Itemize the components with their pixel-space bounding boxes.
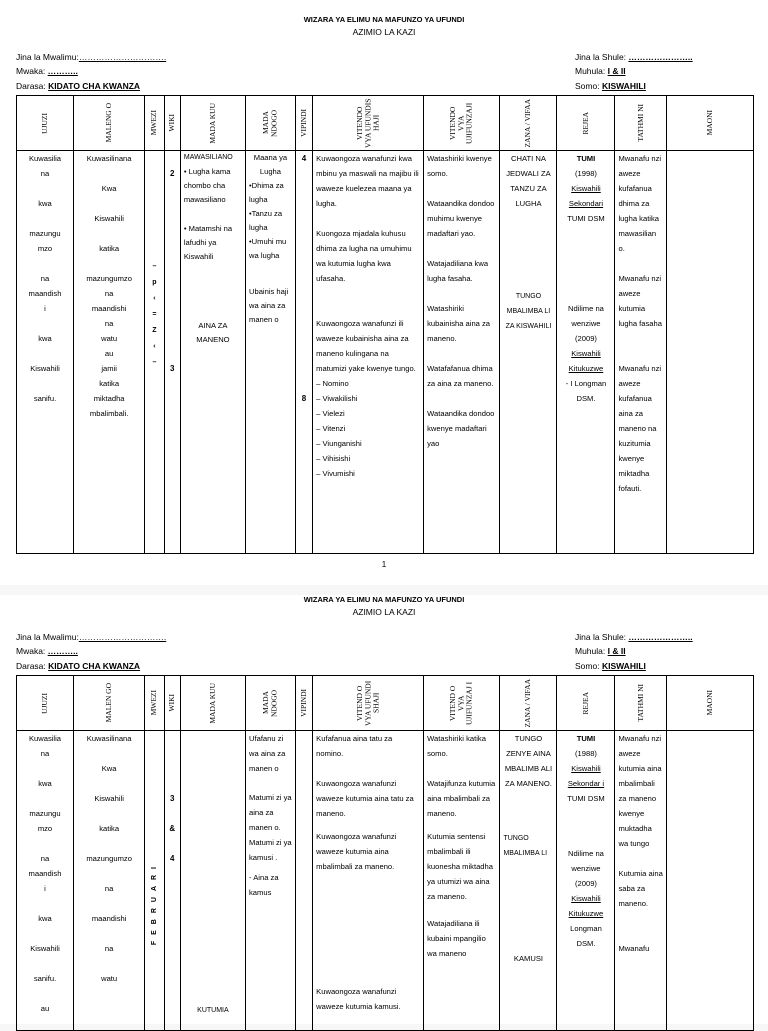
subject-row: Somo: KISWAHILI (575, 661, 646, 671)
page-number: 1 (381, 560, 387, 569)
cell-wiki: 3 & 4 (164, 731, 180, 1031)
school-label: Jina la Shule: (575, 52, 627, 62)
col-mada-ndogo: MADA NDOGO (246, 96, 296, 151)
cell-tathmini: Mwanafu nzi aweze kutumia aina mbalimbali za maneno kwenye muktadha wa tungo Kutumia aina saba za maneno. Mwanafu (615, 731, 667, 1031)
col-mwezi: MWEZI (145, 96, 164, 151)
col-ufundishaji: VITEND O VYA UFUNDI SHAJI (313, 676, 424, 731)
school-value: ………………….. (628, 52, 693, 62)
cell-malengo: Kuwasilinana Kwa Kiswahili katika mazungumzo na maandishi na watu (74, 731, 145, 1031)
col-zana: ZANA / VIFAA (500, 96, 557, 151)
term-row: Muhula: I & II (575, 646, 626, 656)
col-rejea: REJEA (557, 96, 615, 151)
teacher-value: …………………………. (78, 52, 167, 62)
cell-zana: TUNGO ZENYE AINA MBALIMB ALI ZA MANENO. TUNGO MBALIMBA LI KAMUSI (500, 731, 557, 1031)
page-two (0, 585, 768, 1024)
term-row (575, 66, 626, 76)
cell-rejea: TUMI (1988) Kiswahili Sekondar i TUMI DSM Ndilime na wenziwe (2009) Kiswahili Kitukuzwe Longman DSM. (557, 731, 615, 1031)
col-wiki: WIKI (164, 96, 180, 151)
cell-mada-kuu: KUTUMIA (180, 731, 245, 1031)
cell-mada-kuu: MAWASILIANO • Lugha kama chombo cha mawasiliano • Matamshi na lafudhi ya Kiswahili AINA ZA MANENO (180, 151, 245, 554)
year-value: ……….. (47, 66, 78, 76)
cell-maoni (667, 151, 754, 554)
col-ujuzi: UJUZI (17, 96, 74, 151)
cell-ujuzi: Kuwasilia na kwa mazungu mzo na maandish i kwa Kiswahili sanifu. (17, 151, 74, 554)
header-row (17, 676, 754, 731)
year-row: Mwaka: ……….. (16, 646, 78, 656)
cell-ufundishaji: Kuwaongoza wanafunzi kwa mbinu ya maswali na majibu ili waweze kuelezea maana ya lugha. Kuongoza mjadala kuhusu dhima za lugha na umuhimu wa kutumia lugha kwa ufasaha. Kuwaongoza wanafunzi ili waweze kubainisha aina za maneno kulingana na matumizi yake kwenye tungo. – Nomino – Viwakilishi – Vielezi – Vitenzi – Viunganishi – Vihisishi – Vivumishi (313, 151, 424, 554)
col-ujifunzaji: VITEND O VYA UJIFUNZAJ I (424, 676, 500, 731)
cell-ujifunzaji: Watashiriki katika somo. Watajifunza kutumia aina mbalimbali za maneno. Kutumia sentensi mbalimbali ili kuonesha miktadha ya utumizi wa aina za maneno. Watajadiliana ili kubaini mpangilio wa maneno (424, 731, 500, 1031)
school-row (575, 52, 693, 62)
subject-label: Somo: (575, 81, 600, 91)
term-value: I & II (607, 66, 626, 76)
subject-row (575, 81, 646, 91)
scheme-table-page1 (16, 95, 754, 554)
subject-value: KISWAHILI (601, 81, 646, 91)
header-row (17, 96, 754, 151)
col-vipindi: VIPINDI (295, 96, 312, 151)
cell-ujifunzaji: Watashiriki kwenye somo. Wataandika dondoo muhimu kwenye madaftari yao. Watajadiliana kwa lugha fasaha. Watashiriki kubainisha aina za maneno. Watafafanua dhima za aina za maneno. Wataandika dondoo kwenye madaftari yao (424, 151, 500, 554)
col-ufundishaji: VITENDO VYA UFUNDIS HAJI (313, 96, 424, 151)
cell-ujuzi: Kuwasilia na kwa mazungu mzo na maandish i kwa Kiswahili sanifu. au (17, 731, 74, 1031)
cell-rejea: TUMI (1998) Kiswahili Sekondari TUMI DSM Ndilime na wenziwe (2009) Kiswahili Kitukuzwe - I Longman DSM. (557, 151, 615, 554)
cell-mwezi: – p ‹ = Z ‹ – (145, 151, 164, 554)
cell-mada-ndogo: Ufafanu zi wa aina za manen o Matumi zi ya aina za manen o. Matumi zi ya kamusi . - Aina za kamus (246, 731, 296, 1031)
cell-ufundishaji: Kufafanua aina tatu za nomino. Kuwaongoza wanafunzi waweze kutumia aina tatu za maneno. Kuwaongoza wanafunzi waweze kutumia aina mbalimbali za maneno. Kuwaongoza wanafunzi waweze kutumia kamusi. (313, 731, 424, 1031)
col-mada-kuu: MADA KUU (180, 96, 245, 151)
cell-tathmini: Mwanafu nzi aweze kufafanua dhima za lugha katika mawasilian o. Mwanafu nzi aweze kutumia lugha fasaha Mwanafu nzi aweze kufafanua aina za maneno na kuzitumia kwenye miktadha fofauti. (615, 151, 667, 554)
cell-vipindi: 4 8 (295, 151, 312, 554)
cell-wiki: 2 3 (164, 151, 180, 554)
table-row (17, 151, 754, 554)
document-title: AZIMIO LA KAZI (352, 27, 416, 37)
year-row (16, 66, 78, 76)
col-tathmini: TATHMI NI (615, 96, 667, 151)
term-label: Muhula: (575, 66, 606, 76)
col-rejea: REJEA (557, 676, 615, 731)
scheme-table-page2 (16, 675, 754, 1031)
teacher-name-row (16, 52, 166, 62)
col-mwezi: MWEZI (145, 676, 164, 731)
col-wiki: WIKI (164, 676, 180, 731)
cell-vipindi (295, 731, 312, 1031)
class-label: Darasa: (16, 81, 46, 91)
school-row: Jina la Shule: ………………….. (575, 632, 693, 642)
cell-maoni (667, 731, 754, 1031)
class-value: KIDATO CHA KWANZA (48, 81, 141, 91)
col-maoni: MAONI (667, 676, 754, 731)
col-ujifunzaji: VITENDO VYA UJIFUNZAJI (424, 96, 500, 151)
col-tathmini: TATHMI NI (615, 676, 667, 731)
cell-malengo: Kuwasilinana Kwa Kiswahili katika mazungumzo na maandishi na watu au jamii katika miktadha mbalimbali. (74, 151, 145, 554)
class-row: Darasa: KIDATO CHA KWANZA (16, 661, 141, 671)
col-vipindi: VIPINDI (295, 676, 312, 731)
teacher-name-row: Jina la Mwalimu:…………………………. (16, 632, 167, 642)
cell-zana: CHATI NA JEDWALI ZA TANZU ZA LUGHA TUNGO MBALIMBA LI ZA KISWAHILI (500, 151, 557, 554)
class-row (16, 81, 140, 91)
col-mada-kuu: MADA KUU (180, 676, 245, 731)
ministry-heading: WIZARA YA ELIMU NA MAFUNZO YA UFUNDI (303, 595, 465, 604)
document-title: AZIMIO LA KAZI (352, 607, 416, 617)
ministry-heading: WIZARA YA ELIMU NA MAFUNZO YA UFUNDI (303, 15, 465, 24)
table-row (17, 731, 754, 1031)
col-malengo: MALENG O (74, 96, 145, 151)
year-label: Mwaka: (16, 66, 46, 76)
col-zana: ZANA / VIFAA (500, 676, 557, 731)
col-ujuzi: UJUZI (17, 676, 74, 731)
col-mada-ndogo: MADA NDOGO (246, 676, 296, 731)
teacher-label: Jina la Mwalimu: (16, 52, 79, 62)
cell-mada-ndogo: Maana ya Lugha •Dhima za lugha •Tanzu za lugha •Umuhi mu wa lugha Ubainis haji wa aina za manen o (246, 151, 296, 554)
col-malengo: MALEN GO (74, 676, 145, 731)
col-maoni: MAONI (667, 96, 754, 151)
cell-mwezi: FEBRUARI (145, 731, 164, 1031)
